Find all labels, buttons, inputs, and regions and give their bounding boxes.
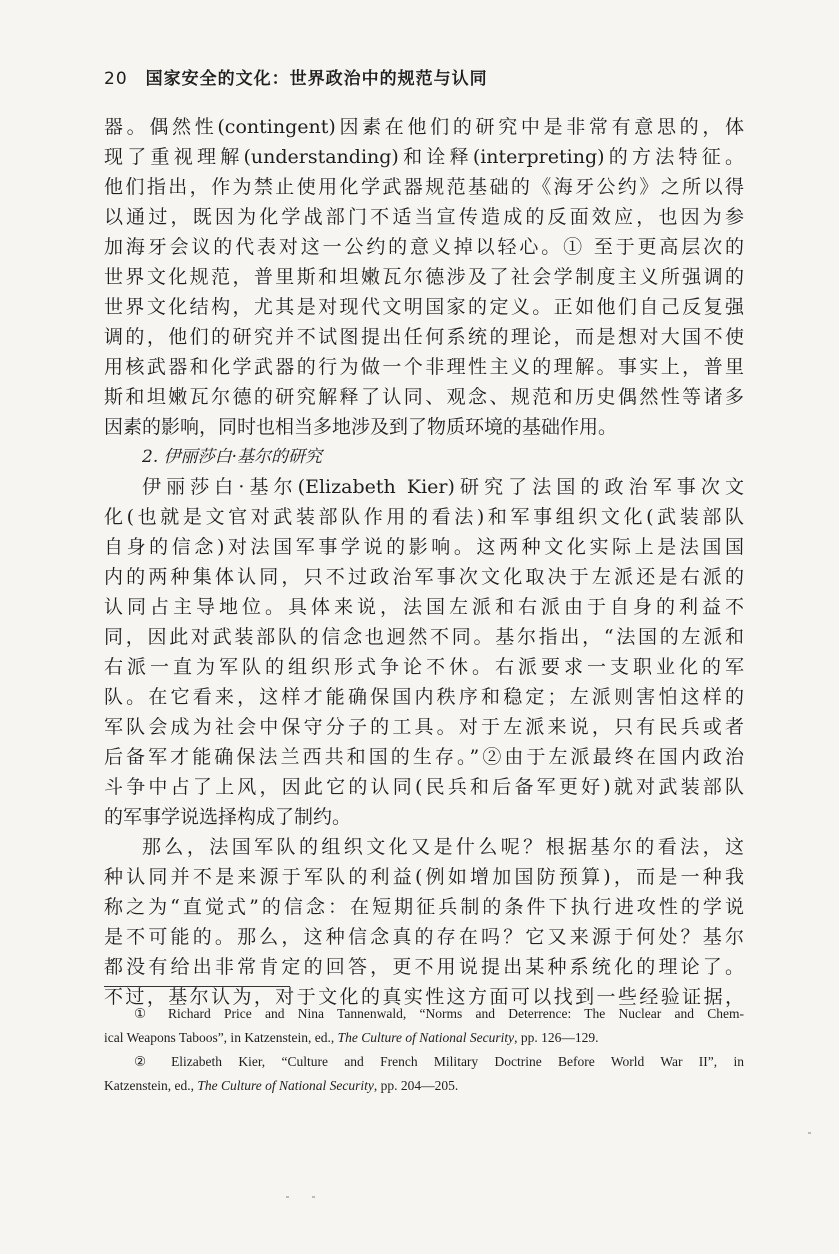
text-line: 现了重视理解(understanding)和诠释(interpreting)的方法特征。 (104, 146, 744, 168)
text-line: 因素的影响，同时也相当多地涉及到了物质环境的基础作用。 (104, 416, 618, 438)
text-line: 内的两种集体认同，只不过政治军事次文化取决于左派还是右派的 (104, 566, 744, 588)
main-text (104, 112, 744, 1012)
footnotes (104, 1002, 744, 1098)
footnote-1-line-1 (104, 1002, 744, 1026)
page-number: 20 (104, 69, 128, 89)
footnote-1-text: Richard Price and Nina Tannenwald, “Norms and Deterrence: The Nuclear and Chem- (168, 1006, 744, 1021)
text-line: 化(也就是文官对武装部队作用的看法)和军事组织文化(武装部队 (104, 506, 744, 528)
footnote-1-line-2 (104, 1026, 744, 1050)
text-line: 的军事学说选择构成了制约。 (104, 806, 352, 828)
text-line: 斯和坦嫩瓦尔德的研究解释了认同、观念、规范和历史偶然性等诸多 (104, 386, 744, 408)
footnote-1-pages: , pp. 126—129. (514, 1030, 599, 1045)
footnote-2-line-1 (104, 1050, 744, 1074)
text-line: 后备军才能确保法兰西共和国的生存。”②由于左派最终在国内政治 (104, 746, 744, 768)
book-title: 国家安全的文化：世界政治中的规范与认同 (145, 69, 488, 89)
footnote-2-line-2 (104, 1074, 744, 1098)
text-line: 世界文化结构，尤其是对现代文明国家的定义。正如他们自己反复强 (104, 296, 744, 318)
text-line: 用核武器和化学武器的行为做一个非理性主义的理解。事实上，普里 (104, 356, 744, 378)
footnote-2-pages: , pp. 204—205. (373, 1078, 459, 1093)
text-line: 斗争中占了上风，因此它的认同(民兵和后备军更好)就对武装部队 (104, 776, 744, 798)
text-line: 世界文化规范，普里斯和坦嫩瓦尔德涉及了社会学制度主义所强调的 (104, 266, 744, 288)
text-line: 调的，他们的研究并不试图提出任何系统的理论，而是想对大国不使 (104, 326, 744, 348)
text-line: 以通过，既因为化学战部门不适当宣传造成的反面效应，也因为参 (104, 206, 744, 228)
text-line: 同，因此对武装部队的信念也迥然不同。基尔指出，“法国的左派和 (104, 626, 744, 648)
footnote-2-marker: ② (134, 1054, 160, 1069)
text-line: 是不可能的。那么，这种信念真的存在吗？它又来源于何处？基尔 (104, 926, 744, 948)
running-header (104, 64, 784, 89)
text-line: 自身的信念)对法国军事学说的影响。这两种文化实际上是法国国 (104, 536, 744, 558)
footnote-1-marker: ① (134, 1006, 156, 1021)
text-line: 认同占主导地位。具体来说，法国左派和右派由于自身的利益不 (104, 596, 744, 618)
footnote-2-text: Elizabeth Kier, “Culture and French Military Doctrine Before World War II”, in (171, 1054, 744, 1069)
footnote-2-text-cont: Katzenstein, ed., (104, 1078, 198, 1093)
text-line: 那么，法国军队的组织文化又是什么呢？根据基尔的看法，这 (142, 836, 744, 858)
text-line: 器。偶然性(contingent)因素在他们的研究中是非常有意思的，体 (104, 116, 744, 138)
scan-speck (808, 1132, 811, 1134)
text-line: 军队会成为社会中保守分子的工具。对于左派来说，只有民兵或者 (104, 716, 744, 738)
footnote-1-text-cont: ical Weapons Taboos”, in Katzenstein, ed., (104, 1030, 338, 1045)
text-line: 加海牙会议的代表对这一公约的意义掉以轻心。① 至于更高层次的 (104, 236, 744, 258)
footnote-divider (104, 986, 290, 987)
text-line: 称之为“直觉式”的信念：在短期征兵制的条件下执行进攻性的学说 (104, 896, 744, 918)
text-line: 他们指出，作为禁止使用化学武器规范基础的《海牙公约》之所以得 (104, 176, 744, 198)
section-heading: 2. 伊丽莎白·基尔的研究 (142, 447, 323, 467)
text-line: 右派一直为军队的组织形式争论不休。右派要求一支职业化的军 (104, 656, 744, 678)
text-line: 都没有给出非常肯定的回答，更不用说提出某种系统化的理论了。 (104, 956, 744, 978)
footnote-1-book-title: The Culture of National Security (337, 1030, 515, 1045)
text-line: 种认同并不是来源于军队的利益(例如增加国防预算)，而是一种我 (104, 866, 744, 888)
scan-speck (312, 1196, 315, 1198)
text-line: 伊丽莎白·基尔(Elizabeth Kier)研究了法国的政治军事次文 (142, 476, 744, 498)
text-line: 队。在它看来，这样才能确保国内秩序和稳定；左派则害怕这样的 (104, 686, 744, 708)
footnote-2-book-title: The Culture of National Security (197, 1078, 374, 1093)
scan-speck (286, 1196, 289, 1198)
text-line: 不过，基尔认为，对于文化的真实性这方面可以找到一些经验证据， (104, 986, 744, 1008)
